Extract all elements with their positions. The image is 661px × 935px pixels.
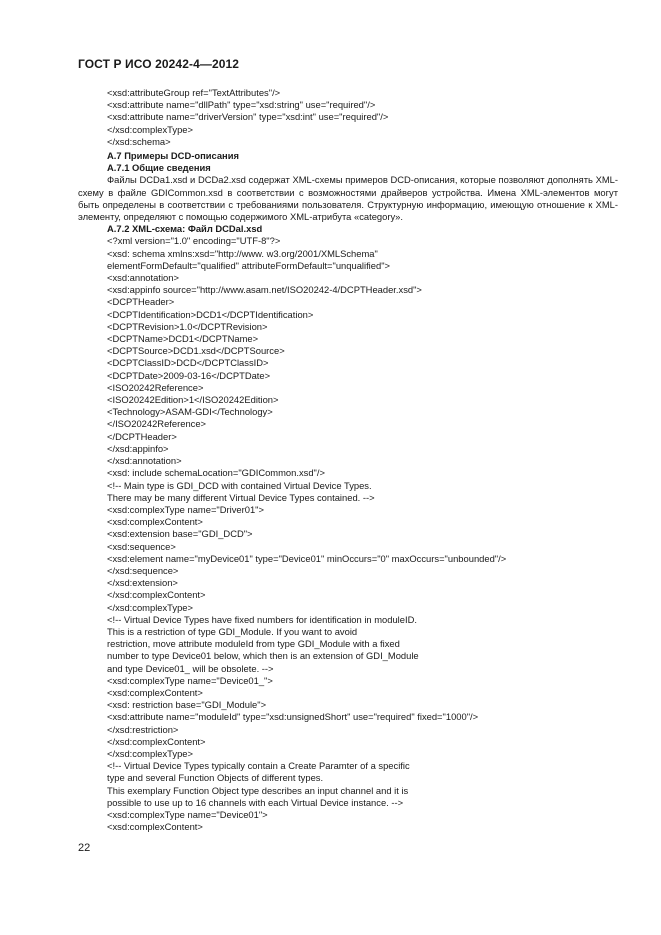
code-line: </DCPTHeader> (107, 430, 177, 442)
code-line: </xsd:complexContent> (107, 589, 206, 601)
code-line: and type Device01_ will be obsolete. --> (107, 662, 274, 674)
code-line: </xsd:extension> (107, 577, 178, 589)
code-line: </ISO20242Reference> (107, 418, 207, 430)
code-line: <!-- Virtual Device Types typically contain a Create Paramter of a specific (107, 760, 410, 772)
code-line: <xsd:complexType name="Device01_"> (107, 674, 273, 686)
code-line: </xsd:appinfo> (107, 442, 169, 454)
code-line: <DCPTClassID>DCD</DCPTClassID> (107, 357, 269, 369)
code-line: This is a restriction of type GDI_Module. If you want to avoid (107, 625, 358, 637)
code-line: <xsd:attribute name="moduleId" type="xsd:unsignedShort" use="required" fixed="1000"/> (107, 711, 479, 723)
document-header: ГОСТ Р ИСО 20242-4—2012 (78, 57, 240, 71)
code-line: This exemplary Function Object type describes an input channel and it is (107, 784, 409, 796)
code-line: <DCPTRevision>1.0</DCPTRevision> (107, 320, 268, 332)
code-line: <DCPTDate>2009-03-16</DCPTDate> (107, 369, 271, 381)
code-line: <xsd:extension base="GDI_DCD"> (107, 528, 253, 540)
code-line: <ISO20242Edition>1</ISO20242Edition> (107, 394, 279, 406)
code-line: </xsd:complexType> (107, 601, 193, 613)
code-line: <DCPTSource>DCD1.xsd</DCPTSource> (107, 345, 285, 357)
code-line: </xsd:annotation> (107, 455, 182, 467)
section-paragraph: Файлы DCDa1.xsd и DCDa2.xsd содержат XML-схемы примеров DCD-описания, которые позволяют дополнять XML-схему в файле GDICommon.xsd в соответствии с возможностями драйверов устройства. Имена XML-элементов могут быть определены в соответствии с требованиями пользователя. Структурную информацию, имеющую отношение к XML-элементу, определяют с помощью содержимого XML-атрибута «category». (78, 174, 618, 223)
code-line: <xsd: restriction base="GDI_Module"> (107, 699, 267, 711)
code-line: <!-- Virtual Device Types have fixed numbers for identification in moduleID. (107, 613, 417, 625)
code-line: <Technology>ASAM-GDI</Technology> (107, 406, 273, 418)
code-line: possible to use up to 16 channels with each Virtual Device instance. --> (107, 796, 404, 808)
code-line: <?xml version="1.0" encoding="UTF-8"?> (107, 235, 281, 247)
code-line: <xsd:sequence> (107, 540, 176, 552)
code-line: <DCPTHeader> (107, 296, 175, 308)
code-line: <xsd: schema xmlns:xsd="http://www. w3.org/2001/XMLSchema" (107, 247, 378, 259)
code-line: restriction, move attribute moduleId from type GDI_Module with a fixed (107, 638, 400, 650)
code-line: <xsd:complexType name="Driver01"> (107, 503, 264, 515)
code-line: number to type Device01 below, which then is an extension of GDI_Module (107, 650, 419, 662)
section-heading: А.7 Примеры DCD-описания (107, 150, 239, 162)
code-line: <DCPTName>DCD1</DCPTName> (107, 333, 259, 345)
code-line: <xsd: include schemaLocation="GDICommon.xsd"/> (107, 467, 325, 479)
code-line: <!-- Main type is GDI_DCD with contained Virtual Device Types. (107, 479, 372, 491)
code-line: </xsd:complexType> (107, 747, 193, 759)
code-line: <xsd:appinfo source="http://www.asam.net/ISO20242-4/DCPTHeader.xsd"> (107, 284, 422, 296)
code-line: <xsd:complexType name="Device01"> (107, 808, 268, 820)
subsection-heading-schema: А.7.2 XML-схема: Файл DCDal.xsd (107, 223, 263, 235)
code-line: There may be many different Virtual Device Types contained. --> (107, 491, 375, 503)
code-line: </xsd:sequence> (107, 564, 179, 576)
code-line: </xsd:schema> (107, 135, 171, 147)
code-line: <xsd:attribute name="dllPath" type="xsd:string" use="required"/> (107, 99, 376, 111)
code-line: </xsd:complexContent> (107, 735, 206, 747)
code-line: <xsd:complexContent> (107, 516, 203, 528)
code-line: <xsd:element name="myDevice01" type="Device01" minOccurs="0" maxOccurs="unbounded"/> (107, 552, 507, 564)
code-line: <DCPTIdentification>DCD1</DCPTIdentification> (107, 308, 314, 320)
code-line: <xsd:attributeGroup ref="TextAttributes"/> (107, 87, 281, 98)
code-line: <xsd:complexContent> (107, 821, 203, 833)
code-line: <xsd:complexContent> (107, 686, 203, 698)
code-block-schema (78, 235, 618, 833)
code-block-top (78, 87, 618, 148)
page-content (78, 87, 618, 833)
code-line: elementFormDefault="qualified" attributeFormDefault="unqualified"> (107, 259, 390, 271)
subsection-heading-general: А.7.1 Общие сведения (107, 162, 211, 174)
code-line: </xsd:restriction> (107, 723, 179, 735)
code-line: <xsd:attribute name="driverVersion" type="xsd:int" use="required"/> (107, 111, 389, 123)
page-number: 22 (78, 842, 91, 854)
code-line: <xsd:annotation> (107, 272, 179, 284)
code-line: <ISO20242Reference> (107, 381, 204, 393)
code-line: </xsd:complexType> (107, 123, 193, 135)
code-line: type and several Function Objects of different types. (107, 772, 324, 784)
